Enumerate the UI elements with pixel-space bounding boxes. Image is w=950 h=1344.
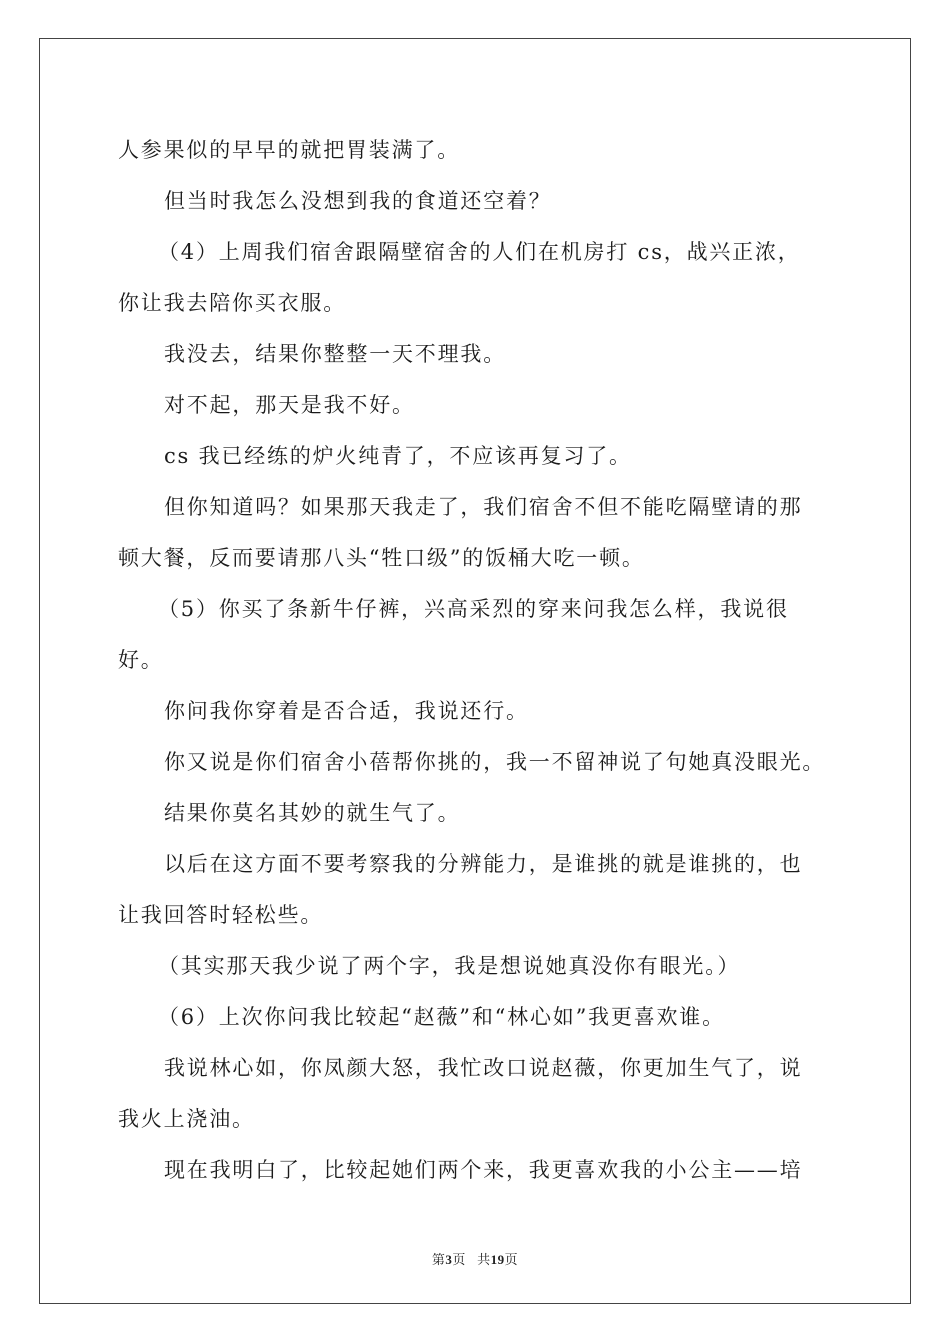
text-line: cs 我已经练的炉火纯青了，不应该再复习了。 — [164, 444, 632, 468]
text-line: 好。 — [118, 648, 164, 672]
total-suffix: 页 — [504, 1252, 519, 1267]
page-prefix: 第 — [431, 1252, 446, 1267]
text-line: 但你知道吗？如果那天我走了，我们宿舍不但不能吃隔壁请的那 — [164, 495, 803, 519]
text-line: 我火上浇油。 — [118, 1107, 255, 1131]
text-line: 以后在这方面不要考察我的分辨能力，是谁挑的就是谁挑的，也 — [164, 852, 803, 876]
text-line: 我没去，结果你整整一天不理我。 — [164, 342, 506, 366]
text-line: 结果你莫名其妙的就生气了。 — [164, 801, 461, 825]
text-line: 人参果似的早早的就把胃装满了。 — [118, 138, 460, 162]
total-pages: 19 — [490, 1252, 505, 1267]
text-line: 顿大餐，反而要请那八头“牲口级”的饭桶大吃一顿。 — [118, 546, 645, 570]
page-footer — [0, 1249, 950, 1268]
text-line: 你问我你穿着是否合适，我说还行。 — [164, 699, 529, 723]
text-line: 让我回答时轻松些。 — [118, 903, 324, 927]
text-line: （4）上周我们宿舍跟隔壁宿舍的人们在机房打 cs，战兴正浓， — [158, 240, 801, 264]
page-suffix: 页 — [452, 1252, 466, 1267]
text-line: 但当时我怎么没想到我的食道还空着？ — [164, 189, 552, 213]
total-prefix: 共 — [477, 1252, 491, 1267]
text-line: 我说林心如，你凤颜大怒，我忙改口说赵薇，你更加生气了，说 — [164, 1056, 803, 1080]
text-line: （6）上次你问我比较起“赵薇”和“林心如”我更喜欢谁。 — [158, 1005, 725, 1029]
text-line: 对不起，那天是我不好。 — [164, 393, 415, 417]
page-number: 3 — [445, 1252, 453, 1267]
text-line: 现在我明白了，比较起她们两个来，我更喜欢我的小公主——培 — [164, 1158, 803, 1182]
text-line: （其实那天我少说了两个字，我是想说她真没你有眼光。） — [158, 954, 741, 978]
text-line: （5）你买了条新牛仔裤，兴高采烈的穿来问我怎么样，我说很 — [158, 597, 789, 621]
text-line: 你让我去陪你买衣服。 — [118, 291, 346, 315]
text-line: 你又说是你们宿舍小蓓帮你挑的，我一不留神说了句她真没眼光。 — [164, 750, 826, 774]
